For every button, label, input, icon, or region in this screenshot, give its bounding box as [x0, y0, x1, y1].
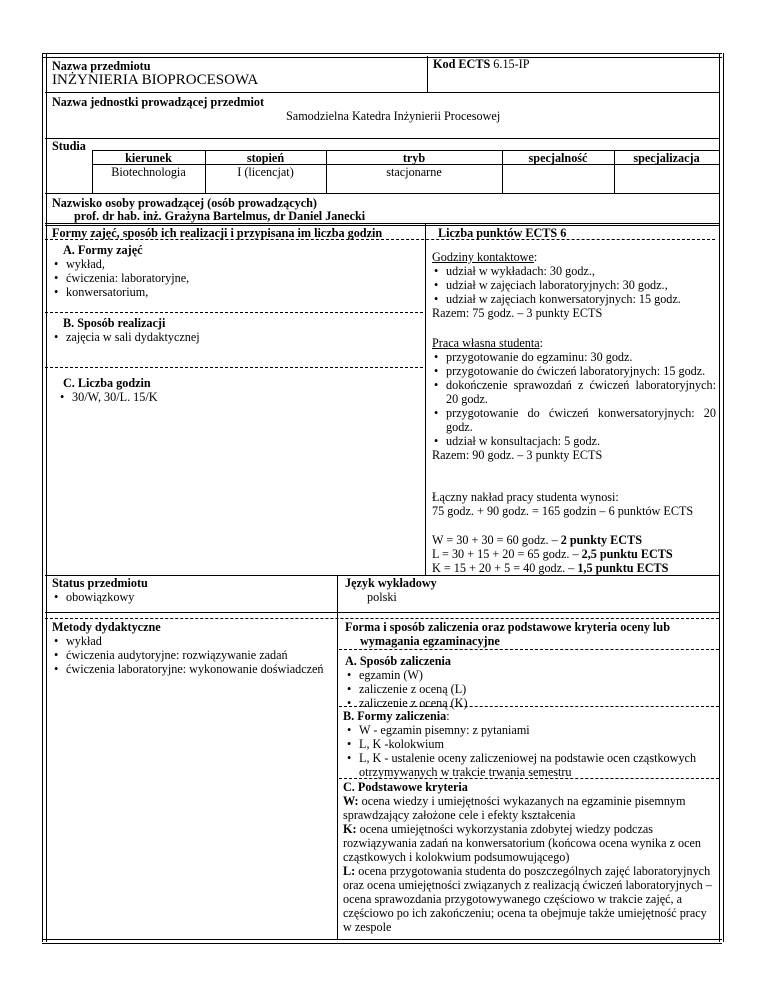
ects-contact-title: Godziny kontaktowe: [432, 250, 534, 264]
list-item: • egzamin (W): [339, 668, 714, 682]
subject-name-value: INŻYNIERIA BIOPROCESOWA: [52, 72, 259, 88]
status-list: [52, 590, 332, 604]
list-item: • ćwiczenia laboratoryjne: wykonowanie doświadczeń: [52, 662, 334, 676]
forms-a-list: [52, 257, 412, 299]
ects-header: Liczba punktów ECTS 6: [438, 226, 567, 240]
assessment-header: Forma i sposób zaliczenia oraz podstawowe kryteria oceny lub wymagania egzaminacyjne: [345, 620, 670, 648]
studia-value-tryb: stacjonarne: [386, 165, 442, 179]
forms-b-title: B. Sposób realizacji: [63, 316, 166, 330]
unit-label: Nazwa jednostki prowadzącej przedmiot: [52, 95, 265, 109]
assessment-c-body: [343, 794, 715, 934]
status-label: Status przedmiotu: [52, 576, 148, 590]
ects-split-k: K = 15 + 20 + 5 = 40 godz. – 1,5 punktu ECTS: [432, 561, 669, 575]
ects-self-block: Praca własna studenta: • przygotowanie do egzaminu: 30 godz. • przygotowanie do ćwiczeń laboratoryjnych: 15 godz. • dokończenie sprawozdań z ćwiczeń laboratoryjnych: 20 godz. • przygotowanie do ćwiczeń konwersatoryjnych: 20 godz. • udział w konsultacjach: 5 godz. Razem: 90 godz. – 3 punkty ECTS: [432, 336, 716, 462]
list-item: • dokończenie sprawozdań z ćwiczeń laboratoryjnych: 20 godz.: [432, 378, 716, 406]
ects-contact-block: Godziny kontaktowe: • udział w wykładach: 30 godz., • udział w zajęciach laboratoryjnych: 30 godz., • udział w zajęciach konwersatoryjnych: 15 godz. Razem: 75 godz. – 3 punkty ECTS: [432, 250, 714, 320]
list-item: • 30/W, 30/L. 15/K: [52, 390, 412, 404]
language-value: polski: [367, 590, 397, 604]
list-item: • udział w zajęciach konwersatoryjnych: 15 godz.: [432, 292, 714, 306]
ects-code: [433, 57, 530, 71]
ects-split-l: L = 30 + 15 + 20 = 65 godz. – 2,5 punktu ECTS: [432, 547, 673, 561]
list-item: • konwersatorium,: [52, 285, 412, 299]
list-item: • obowiązkowy: [52, 590, 332, 604]
assessment-a-list: [339, 668, 714, 710]
forms-c-title: C. Liczba godzin: [63, 376, 151, 390]
methods-label: Metody dydaktyczne: [52, 620, 161, 634]
language-label: Język wykładowy: [345, 576, 437, 590]
assessment-c-title: C. Podstawowe kryteria: [343, 780, 468, 794]
studia-col-specjalizacja: specjalizacja: [633, 151, 700, 165]
subject-name-label: Nazwa przedmiotu: [52, 59, 151, 73]
ects-split-w: W = 30 + 30 = 60 godz. – 2 punkty ECTS: [432, 533, 643, 547]
list-item: • przygotowanie do egzaminu: 30 godz.: [432, 350, 716, 364]
forms-header: Formy zajęć, sposób ich realizacji i przypisana im liczba godzin: [52, 226, 383, 240]
studia-label: Studia: [52, 139, 86, 153]
ects-self-list: [432, 350, 716, 448]
forms-b-list: [52, 330, 412, 344]
studia-col-specjalnosc: specjalność: [528, 151, 588, 165]
lecturer-label: Nazwisko osoby prowadzącej (osób prowadzących): [52, 196, 317, 210]
list-item: • udział w konsultacjach: 5 godz.: [432, 434, 716, 448]
ects-workload: Łączny nakład pracy studenta wynosi: 75 godz. + 90 godz. = 165 godzin – 6 punktów ECTS: [432, 490, 694, 518]
list-item: • przygotowanie do ćwiczeń laboratoryjnych: 15 godz.: [432, 364, 716, 378]
list-item: • L, K -kolokwium: [339, 737, 713, 751]
list-item: • ćwiczenia audytoryjne: rozwiązywanie zadań: [52, 648, 334, 662]
assessment-a-title: A. Sposób zaliczenia: [345, 654, 451, 668]
list-item: • zaliczenie z oceną (K): [339, 696, 714, 710]
ects-self-total: Razem: 90 godz. – 3 punkty ECTS: [432, 448, 603, 462]
unit-value: Samodzielna Katedra Inżynierii Procesowej: [286, 109, 501, 123]
methods-list: [52, 634, 334, 676]
list-item: • przygotowanie do ćwiczeń konwersatoryjnych: 20 godz.: [432, 406, 716, 434]
studia-value-kierunek: Biotechnologia: [111, 165, 186, 179]
forms-c-list: [52, 390, 412, 404]
assessment-c-l: L: ocena przygotowania studenta do poszczególnych zajęć laboratoryjnych oraz ocena umiejętności związanych z realizacją ćwiczeń laboratoryjnych – ocena sprawozdania przygotowywanego częściowo w trakcie zajęć, a częściowo po ich zakończeniu; ocena ta obejmuje także umiejętność pracy w zespole: [343, 864, 712, 934]
list-item: • W - egzamin pisemny: z pytaniami: [339, 723, 713, 737]
list-item: • udział w wykładach: 30 godz.,: [432, 264, 714, 278]
ects-contact-total: Razem: 75 godz. – 3 punkty ECTS: [432, 306, 603, 320]
assessment-c-k: K: ocena umiejętności wykorzystania zdobytej wiedzy podczas rozwiązywania zadań na konwersatorium (końcowa ocena wynika z ocen cząstkowych i kolokwium podsumowującego): [343, 822, 702, 864]
list-item: • zajęcia w sali dydaktycznej: [52, 330, 412, 344]
studia-col-stopien: stopień: [246, 151, 285, 165]
ects-code-value: 6.15-IP: [493, 57, 530, 71]
assessment-c-w: W: ocena wiedzy i umiejętności wykazanych na egzaminie pisemnym sprawdzający założone cele i efekty kształcenia: [343, 794, 686, 822]
forms-a-title: A. Formy zajęć: [63, 243, 143, 257]
lecturer-value: prof. dr hab. inż. Grażyna Bartelmus, dr Daniel Janecki: [74, 209, 366, 223]
list-item: • udział w zajęciach laboratoryjnych: 30 godz.,: [432, 278, 714, 292]
list-item: • L, K - ustalenie oceny zaliczeniowej na podstawie ocen cząstkowych otrzymywanych w trakcie trwania semestru: [339, 751, 713, 779]
list-item: • zaliczenie z oceną (L): [339, 682, 714, 696]
list-item: • ćwiczenia: laboratoryjne,: [52, 271, 412, 285]
list-item: • wykład: [52, 634, 334, 648]
studia-col-tryb: tryb: [402, 151, 426, 165]
studia-col-kierunek: kierunek: [125, 151, 172, 165]
list-item: • wykład,: [52, 257, 412, 271]
ects-split: [432, 533, 716, 575]
ects-code-label: Kod ECTS: [433, 57, 491, 71]
studia-value-stopien: I (licencjat): [237, 165, 294, 179]
ects-contact-list: [432, 264, 714, 306]
assessment-b-title: B. Formy zaliczenia:: [343, 709, 450, 723]
ects-self-title: Praca własna studenta: [432, 336, 540, 350]
assessment-b-list: [339, 723, 713, 779]
